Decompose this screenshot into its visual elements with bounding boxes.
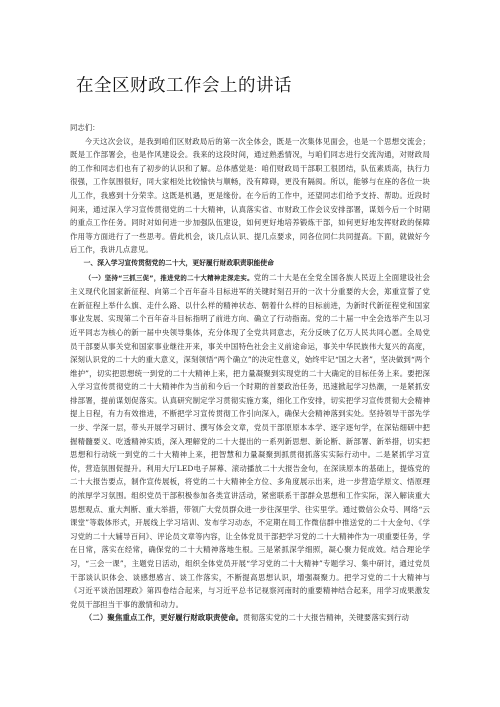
subsection-1-paragraph bbox=[70, 271, 430, 612]
subsection-1-text: 党的二十大是在全党全国各族人民迈上全面建设社会主义现代化国家新征程、向第二个百年奋斗目标进军的关键时刻召开的一次十分重要的大会，郑重宣誓了党在新征程上举什么旗、走什么路、以什么样的精神状态、朝着什么样的目标前进，为新时代新征程党和国家事业发展、实现第二个百年奋斗目标指明了前进方向、确立了行动指南。党的二十届一中全会选举产生以习近平同志为核心的新一届中央领导集体，充分体现了全党共同意志，充分反映了亿万人民共同心愿。全局党员干部要从事关党和国家事业继往开来，事关中国特色社会主义前途命运，事关中华民族伟大复兴的高度，深刻认识党的二十大的重大意义，深刻领悟“两个确立”的决定性意义，始终牢记“国之大者”，坚决做到“两个维护”，切实把思想统一到党的二十大精神上来，把力量凝聚到实现党的二十大确定的目标任务上来。要把深入学习宣传贯彻党的二十大精神作为当前和今后一个时期的首要政治任务，迅速掀起学习热潮，一是紧抓安排部署，提前谋划促落实。认真研究制定学习贯彻实施方案，细化工作安排，切实把学习宣传贯彻大会精神提上日程，有力有效推进，不断把学习宣传贯彻工作引向深入，确保大会精神落到实处。坚持领导干部先学一步、学深一层，带头开展学习研讨、撰写体会文章，党员干部原原本本学、逐字逐句学，在深钻细研中把握精髓要义、吃透精神实质，深入理解党的二十大提出的一系列新思想、新论断、新部署、新举措，切实把思想和行动统一到党的二十大精神上来，把智慧和力量凝聚到抓贯彻抓落实实际行动中。二是紧抓学习宣传，营造氛围促提升。利用大厅LED电子屏幕、滚动播放二十大报告金句，在深读原本的基础上，提炼党的二十大报告要点，制作宣传展板，将党的二十大精神全方位、多角度展示出来，进一步营造学原文、悟原理的浓厚学习氛围。组织党员干部积极参加各类宣讲活动，紧密联系干部群众思想和工作实际，深入解读重大思想观点、重大判断、重大举措，带领广大党员群众进一步往深里学、往实里学。通过微信公众号、网络“云课堂”等载体形式，开展线上学习培训、发布学习动态，不定期在局工作微信群中推送党的二十大金句、《学习党的二十大辅导百问》、评论员文章等内容，让全体党员干部把学习党的二十大精神作为一项重要任务，学在日常，落实在经常，确保党的二十大精神落地生根。三是紧抓深学细照，凝心聚力促成效。结合理论学习，“三会一课”，主题党日活动，组织全体党员开展“学习党的二十大精神”专题学习、集中研讨，通过党员干部谈认识体会、谈感想感言、谈工作落实，不断提高思想认识，增强凝聚力。把学习党的二十大精神与《习近平谈治国理政》第四卷结合起来，与习近平总书记视察河南时的重要精神结合起来，用学习成果激发党员干部担当干事的激情和动力。 bbox=[70, 272, 430, 609]
subsection-2-text: 贯彻落实党的二十大报告精神，关键要落实到行动 bbox=[243, 613, 410, 623]
intro-paragraph: 今天这次会议，是我到咱们区财政局后的第一次全体会，既是一次集体见面会，也是一个思想交流会；既是工作部署会，也是作风建设会。我来的这段时间，通过熟悉情况，与咱们同志进行交流沟通，对财政局的工作和同志们也有了初步的认识和了解。总体感觉是：咱们财政局干部职工很团结，队伍素质高，执行力很强，工作氛围很好，同大家相处比较愉快与顺畅，没有障碍，更没有隔阂。所以，能够与在座的各位一块儿工作，我感到十分荣幸。这既是机遇，更是缘份。在今后的工作中，还望同志们给予支持、帮助。近段时间来，通过深入学习宣传贯彻党的二十大精神，认真落实省、市财政工作会议安排部署，谋划今后一个时期的重点工作任务。同时对如何进一步加强队伍建设，如何更好地培养锻炼干部，如何更好地发挥财政的保障作用等方面进行了一些思考。借此机会，谈几点认识、提几点要求，同各位同仁共同提高。下面，就做好今后工作，我讲几点意见。 bbox=[70, 136, 430, 255]
subsection-2-title: （二）聚焦重点工作，更好履行财政职责使命。 bbox=[84, 613, 244, 623]
section-heading-1: 一、深入学习宣传贯彻党的二十大，更好履行财政职责职能使命 bbox=[83, 258, 274, 267]
document-title: 在全区财政工作会上的讲话 bbox=[76, 76, 292, 96]
salutation: 同志们： bbox=[70, 123, 100, 132]
subsection-2-paragraph bbox=[70, 611, 430, 625]
subsection-1-title: （一）坚持“三抓三促”，推进党的二十大精神走深走实。 bbox=[84, 273, 254, 282]
